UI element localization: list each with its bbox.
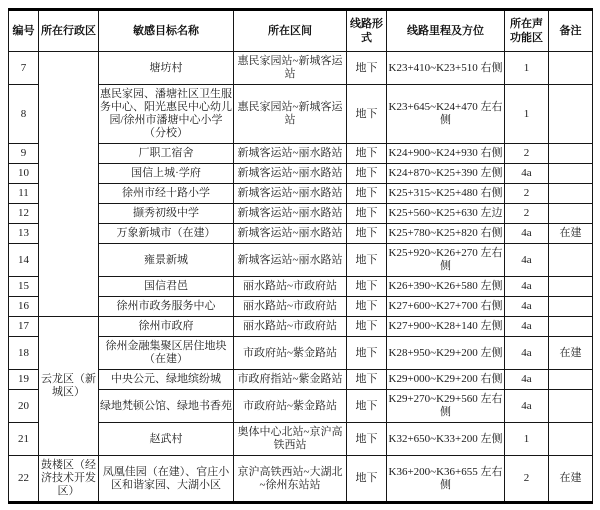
cell-line-form: 地下 bbox=[347, 144, 387, 164]
cell-section: 新城客运站~丽水路站 bbox=[234, 164, 347, 184]
col-header-remark: 备注 bbox=[549, 10, 593, 52]
cell-noise-zone: 4a bbox=[505, 317, 549, 337]
cell-target-name: 绿地梵顿公馆、绿地书香苑 bbox=[99, 390, 234, 423]
cell-mileage: K23+645~K24+470 左右侧 bbox=[387, 85, 505, 144]
cell-id: 12 bbox=[9, 204, 39, 224]
cell-remark bbox=[549, 423, 593, 456]
cell-mileage: K36+200~K36+655 左右侧 bbox=[387, 456, 505, 503]
cell-section: 市政府指站~紫金路站 bbox=[234, 370, 347, 390]
cell-remark bbox=[549, 317, 593, 337]
cell-remark bbox=[549, 370, 593, 390]
cell-line-form: 地下 bbox=[347, 317, 387, 337]
cell-section: 新城客运站~丽水路站 bbox=[234, 244, 347, 277]
cell-noise-zone: 2 bbox=[505, 456, 549, 503]
table-body bbox=[9, 52, 593, 503]
cell-target-name: 国信上城·学府 bbox=[99, 164, 234, 184]
table-row bbox=[9, 456, 593, 503]
cell-remark bbox=[549, 52, 593, 85]
cell-id: 11 bbox=[9, 184, 39, 204]
cell-mileage: K25+315~K25+480 右侧 bbox=[387, 184, 505, 204]
cell-line-form: 地下 bbox=[347, 204, 387, 224]
cell-line-form: 地下 bbox=[347, 337, 387, 370]
cell-section: 市政府站~紫金路站 bbox=[234, 390, 347, 423]
cell-district-empty bbox=[39, 52, 99, 317]
cell-noise-zone: 4a bbox=[505, 390, 549, 423]
cell-section: 新城客运站~丽水路站 bbox=[234, 224, 347, 244]
cell-target-name: 雍景新城 bbox=[99, 244, 234, 277]
cell-id: 20 bbox=[9, 390, 39, 423]
cell-mileage: K28+950~K29+200 左侧 bbox=[387, 337, 505, 370]
cell-remark bbox=[549, 85, 593, 144]
col-header-district: 所在行政区 bbox=[39, 10, 99, 52]
cell-id: 7 bbox=[9, 52, 39, 85]
cell-line-form: 地下 bbox=[347, 297, 387, 317]
cell-mileage: K27+900~K28+140 左侧 bbox=[387, 317, 505, 337]
cell-noise-zone: 2 bbox=[505, 204, 549, 224]
cell-noise-zone: 4a bbox=[505, 370, 549, 390]
cell-line-form: 地下 bbox=[347, 244, 387, 277]
cell-remark bbox=[549, 144, 593, 164]
cell-remark bbox=[549, 204, 593, 224]
cell-noise-zone: 4a bbox=[505, 297, 549, 317]
cell-target-name: 撷秀初级中学 bbox=[99, 204, 234, 224]
cell-remark: 在建 bbox=[549, 456, 593, 503]
cell-section: 新城客运站~丽水路站 bbox=[234, 204, 347, 224]
cell-noise-zone: 1 bbox=[505, 423, 549, 456]
cell-mileage: K29+270~K29+560 左右侧 bbox=[387, 390, 505, 423]
cell-noise-zone: 4a bbox=[505, 224, 549, 244]
cell-target-name: 塘坊村 bbox=[99, 52, 234, 85]
cell-line-form: 地下 bbox=[347, 52, 387, 85]
cell-noise-zone: 1 bbox=[505, 52, 549, 85]
cell-target-name: 国信君邑 bbox=[99, 277, 234, 297]
cell-remark bbox=[549, 390, 593, 423]
cell-section: 丽水路站~市政府站 bbox=[234, 317, 347, 337]
cell-section: 京沪高铁西站~大湖北~徐州东站站 bbox=[234, 456, 347, 503]
col-header-mileage: 线路里程及方位 bbox=[387, 10, 505, 52]
cell-remark: 在建 bbox=[549, 337, 593, 370]
cell-noise-zone: 4a bbox=[505, 164, 549, 184]
cell-id: 8 bbox=[9, 85, 39, 144]
cell-section: 新城客运站~丽水路站 bbox=[234, 144, 347, 164]
cell-noise-zone: 2 bbox=[505, 144, 549, 164]
cell-section: 惠民家园站~新城客运站 bbox=[234, 85, 347, 144]
cell-section: 新城客运站~丽水路站 bbox=[234, 184, 347, 204]
cell-line-form: 地下 bbox=[347, 370, 387, 390]
cell-target-name: 徐州市政务服务中心 bbox=[99, 297, 234, 317]
cell-mileage: K23+410~K23+510 右侧 bbox=[387, 52, 505, 85]
cell-target-name: 凤凰佳园（在建）、官庄小区和谐家园、大湖小区 bbox=[99, 456, 234, 503]
col-header-line-form: 线路形式 bbox=[347, 10, 387, 52]
table-header bbox=[9, 10, 593, 52]
cell-mileage: K25+560~K25+630 左边 bbox=[387, 204, 505, 224]
cell-noise-zone: 2 bbox=[505, 184, 549, 204]
cell-remark bbox=[549, 277, 593, 297]
cell-target-name: 徐州市经十路小学 bbox=[99, 184, 234, 204]
cell-line-form: 地下 bbox=[347, 224, 387, 244]
cell-section: 市政府站~紫金路站 bbox=[234, 337, 347, 370]
cell-mileage: K32+650~K33+200 左侧 bbox=[387, 423, 505, 456]
cell-id: 18 bbox=[9, 337, 39, 370]
cell-target-name: 赵武村 bbox=[99, 423, 234, 456]
table-row bbox=[9, 52, 593, 85]
cell-id: 16 bbox=[9, 297, 39, 317]
table-row bbox=[9, 317, 593, 337]
cell-id: 19 bbox=[9, 370, 39, 390]
cell-line-form: 地下 bbox=[347, 85, 387, 144]
cell-noise-zone: 1 bbox=[505, 85, 549, 144]
cell-id: 14 bbox=[9, 244, 39, 277]
cell-remark: 在建 bbox=[549, 224, 593, 244]
cell-line-form: 地下 bbox=[347, 390, 387, 423]
sensitive-targets-table bbox=[8, 8, 593, 504]
cell-line-form: 地下 bbox=[347, 277, 387, 297]
cell-target-name: 厂职工宿舍 bbox=[99, 144, 234, 164]
cell-id: 13 bbox=[9, 224, 39, 244]
cell-id: 10 bbox=[9, 164, 39, 184]
cell-line-form: 地下 bbox=[347, 423, 387, 456]
col-header-id: 编号 bbox=[9, 10, 39, 52]
cell-section: 丽水路站~市政府站 bbox=[234, 297, 347, 317]
cell-id: 9 bbox=[9, 144, 39, 164]
cell-target-name: 徐州金融集聚区居住地块（在建） bbox=[99, 337, 234, 370]
col-header-noise-zone: 所在声功能区 bbox=[505, 10, 549, 52]
cell-line-form: 地下 bbox=[347, 184, 387, 204]
cell-district-yunlong: 云龙区（新城区） bbox=[39, 317, 99, 456]
cell-mileage: K29+000~K29+200 右侧 bbox=[387, 370, 505, 390]
cell-mileage: K26+390~K26+580 左侧 bbox=[387, 277, 505, 297]
cell-section: 丽水路站~市政府站 bbox=[234, 277, 347, 297]
cell-id: 21 bbox=[9, 423, 39, 456]
cell-section: 奥体中心北站~京沪高铁西站 bbox=[234, 423, 347, 456]
cell-noise-zone: 4a bbox=[505, 277, 549, 297]
cell-target-name: 惠民家园、潘塘社区卫生服务中心、阳光惠民中心幼儿园/徐州市潘塘中心小学（分校） bbox=[99, 85, 234, 144]
cell-line-form: 地下 bbox=[347, 456, 387, 503]
cell-noise-zone: 4a bbox=[505, 337, 549, 370]
cell-remark bbox=[549, 244, 593, 277]
cell-mileage: K25+780~K25+820 右侧 bbox=[387, 224, 505, 244]
cell-mileage: K27+600~K27+700 右侧 bbox=[387, 297, 505, 317]
cell-remark bbox=[549, 297, 593, 317]
cell-mileage: K24+870~K25+390 左侧 bbox=[387, 164, 505, 184]
col-header-target-name: 敏感目标名称 bbox=[99, 10, 234, 52]
cell-target-name: 中央公元、绿地缤纷城 bbox=[99, 370, 234, 390]
cell-id: 22 bbox=[9, 456, 39, 503]
cell-id: 17 bbox=[9, 317, 39, 337]
cell-district-gulou: 鼓楼区（经济技术开发区） bbox=[39, 456, 99, 503]
cell-id: 15 bbox=[9, 277, 39, 297]
cell-target-name: 万象新城市（在建） bbox=[99, 224, 234, 244]
cell-remark bbox=[549, 164, 593, 184]
cell-remark bbox=[549, 184, 593, 204]
cell-target-name: 徐州市政府 bbox=[99, 317, 234, 337]
cell-section: 惠民家园站~新城客运站 bbox=[234, 52, 347, 85]
cell-mileage: K25+920~K26+270 左右侧 bbox=[387, 244, 505, 277]
col-header-section: 所在区间 bbox=[234, 10, 347, 52]
cell-line-form: 地下 bbox=[347, 164, 387, 184]
cell-noise-zone: 4a bbox=[505, 244, 549, 277]
cell-mileage: K24+900~K24+930 右侧 bbox=[387, 144, 505, 164]
header-row bbox=[9, 10, 593, 52]
